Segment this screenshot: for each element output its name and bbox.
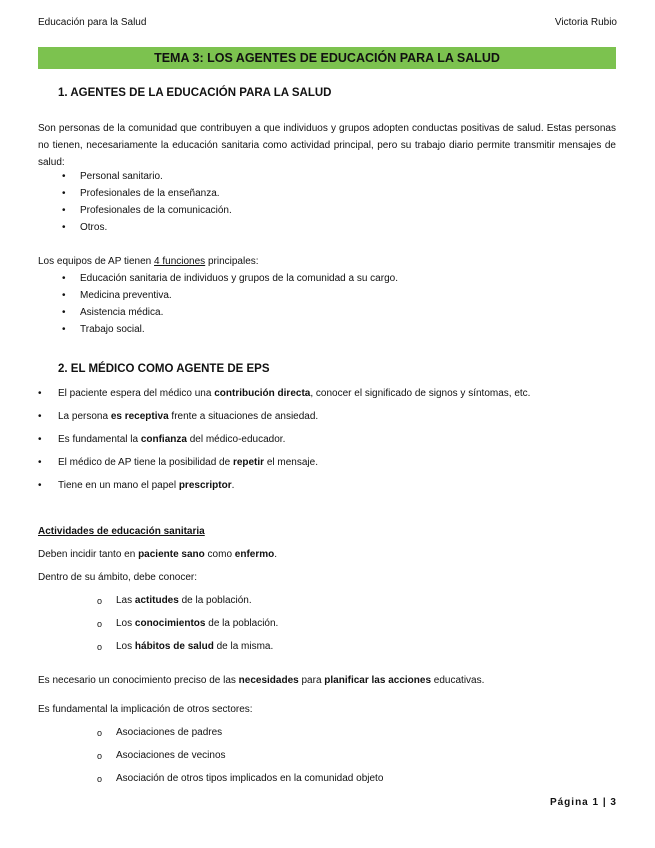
- section2-heading: 2. EL MÉDICO COMO AGENTE DE EPS: [58, 363, 270, 375]
- page-title: TEMA 3: LOS AGENTES DE EDUCACIÓN PARA LA SALUD: [38, 47, 616, 69]
- page-number: Página 1 | 3: [549, 797, 617, 808]
- bullet-icon: •: [62, 188, 66, 199]
- circle-bullet-icon: o: [97, 642, 103, 652]
- bullet-icon: •: [62, 205, 66, 216]
- activities-line1: Deben incidir tanto en paciente sano como enfermo.: [38, 549, 278, 560]
- circle-bullet-icon: o: [97, 774, 103, 784]
- header-right: Victoria Rubio: [554, 17, 617, 28]
- functions-link-text: 4 funciones: [154, 256, 206, 267]
- sectors-intro: Es fundamental la implicación de otros sectores:: [38, 704, 253, 715]
- activities-heading: Actividades de educación sanitaria: [38, 526, 205, 537]
- circle-bullet-icon: o: [97, 728, 103, 738]
- bullet-icon: •: [62, 307, 66, 318]
- bullet-icon: •: [62, 273, 66, 284]
- section1-intro: Son personas de la comunidad que contribuyen a que individuos y grupos adopten conductas positivas de salud. Estas personas no tienen, necesariamente la educación sanitaria como actividad principal, pero su trabajo diario permite transmitir mensajes de salud:: [38, 123, 616, 168]
- bullet-icon: •: [38, 434, 42, 445]
- header-left: Educación para la Salud: [38, 17, 147, 28]
- bullet-icon: •: [62, 324, 66, 335]
- needs-line: Es necesario un conocimiento preciso de las necesidades para planificar las acciones educativas.: [38, 675, 485, 686]
- circle-bullet-icon: o: [97, 619, 103, 629]
- document-page: Educación para la Salud Victoria Rubio TEMA 3: LOS AGENTES DE EDUCACIÓN PARA LA SALUD 1. AGENTES DE LA EDUCACIÓN PARA LA SALUD Son personas de la comunidad que contribuyen a que individuos y grupos adopten conductas positivas de salud. Estas personas no tienen, necesariamente la educación sanitaria como actividad principal, pero su trabajo diario permite transmitir mensajes de salud: • Personal sanitario. • Profesionales de la enseñanza. • Profesionales de la comunicación. • Otros. Los equipos de AP tienen 4 funciones principales: • Educación sanitaria de individuos y grupos de la comunidad a su cargo. • Medicina preventiva. • Asistencia médica. • Trabajo social. 2. EL MÉDICO COMO AGENTE DE EPS • El paciente espera del médico una contribución directa, conocer el significado de signos y síntomas, etc. • La persona es receptiva frente a situaciones de ansiedad. • Es fundamental la confianza del médico-educador. • El médico de AP tiene la posibilidad de repetir el mensaje. • Tiene en un mano el papel prescriptor. Actividades de educación sanitaria Deben incidir tanto en paciente sano como enfermo. Dentro de su ámbito, debe conocer: o Las actitudes de la población. o Los conocimientos de la población. o Los hábitos de salud de la misma. Es necesario un conocimiento preciso de las necesidades para planificar las acciones educativas. Es fundamental la implicación de otros sectores: o Asociaciones de padres o Asociaciones de vecinos o Asociación de otros tipos implicados en la comunidad objeto Página 1 | 3: [38, 17, 617, 808]
- bullet-icon: •: [62, 222, 66, 233]
- bullet-icon: •: [38, 480, 42, 491]
- bullet-icon: •: [38, 388, 42, 399]
- activities-line2: Dentro de su ámbito, debe conocer:: [38, 572, 197, 583]
- circle-bullet-icon: o: [97, 751, 103, 761]
- circle-bullet-icon: o: [97, 596, 103, 606]
- bullet-icon: •: [38, 457, 42, 468]
- functions-intro: Los equipos de AP tienen 4 funciones principales:: [38, 256, 259, 267]
- bullet-icon: •: [38, 411, 42, 422]
- bullet-icon: •: [62, 290, 66, 301]
- bullet-icon: •: [62, 171, 66, 182]
- section1-heading: 1. AGENTES DE LA EDUCACIÓN PARA LA SALUD: [58, 87, 332, 99]
